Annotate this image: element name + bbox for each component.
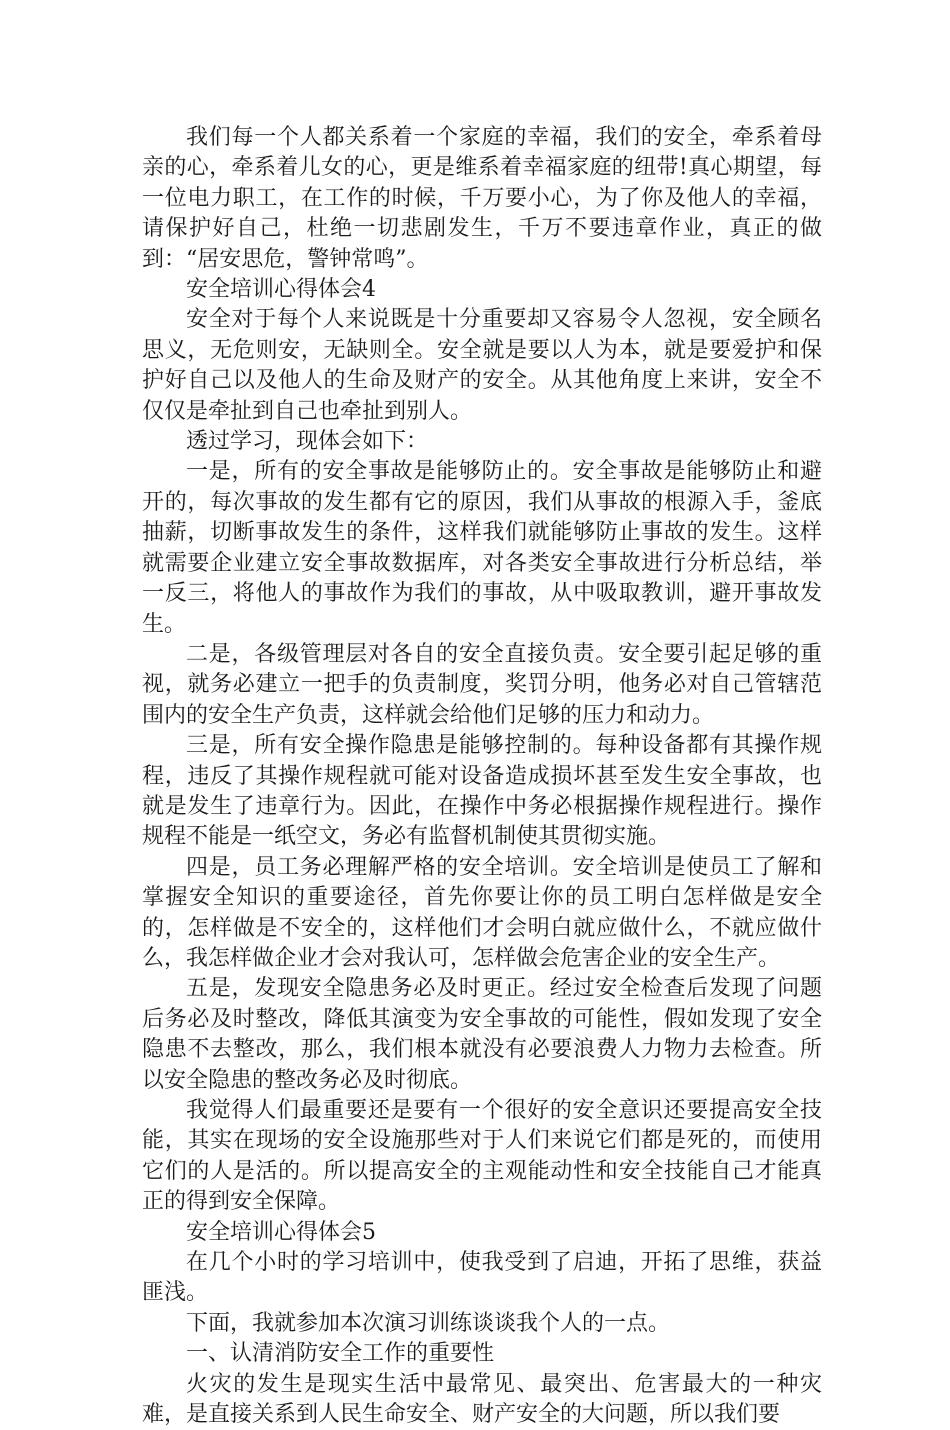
paragraph-fire-disaster: 火灾的发生是现实生活中最常见、最突出、危害最大的一种灾难，是直接关系到人民生命安全、财产安全的大问题，所以我们要 <box>142 1371 822 1428</box>
paragraph-point-three: 三是，所有安全操作隐患是能够控制的。每种设备都有其操作规程，违反了其操作规程就可能对设备造成损坏甚至发生安全事故，也就是发生了违章行为。因此，在操作中务必根据操作规程进行。操作规程不能是一纸空文，务必有监督机制使其贯彻实施。 <box>142 733 822 850</box>
paragraph-drill-intro: 下面，我就参加本次演习训练谈谈我个人的一点。 <box>186 1310 671 1336</box>
document-body <box>142 123 822 1430</box>
paragraph-point-two: 二是，各级管理层对各自的安全直接负责。安全要引起足够的重视，就务必建立一把手的负责制度，奖罚分明，他务必对自己管辖范围内的安全生产负责，这样就会给他们足够的压力和动力。 <box>142 641 822 728</box>
paragraph-point-five: 五是，发现安全隐患务必及时更正。经过安全检查后发现了问题后务必及时整改，降低其演变为安全事故的可能性，假如发现了安全隐患不去整改，那么，我们根本就没有必要浪费人力物力去检查。所以安全隐患的整改务必及时彻底。 <box>142 976 822 1093</box>
paragraph-family-safety: 我们每一个人都关系着一个家庭的幸福，我们的安全，牵系着母亲的心，牵系着儿女的心，更是维系着幸福家庭的纽带!真心期望，每一位电力职工，在工作的时候，千万要小心，为了你及他人的幸福，请保护好自己，杜绝一切悲剧发生，千万不要违章作业，真正的做到：“居安思危，警钟常鸣”。 <box>142 125 822 272</box>
paragraph-safety-awareness: 我觉得人们最重要还是要有一个很好的安全意识还要提高安全技能，其实在现场的安全设施那些对于人们来说它们都是死的，而使用它们的人是活的。所以提高安全的主观能动性和安全技能自己才能真正的得到安全保障。 <box>142 1098 822 1215</box>
subheading-fire-safety: 一、认清消防安全工作的重要性 <box>186 1341 495 1367</box>
paragraph-learning-intro: 透过学习，现体会如下： <box>186 429 429 455</box>
paragraph-point-one: 一是，所有的安全事故是能够防止的。安全事故是能够防止和避开的，每次事故的发生都有它的原因，我们从事故的根源入手，釜底抽薪，切断事故发生的条件，这样我们就能够防止事故的发生。这样就需要企业建立安全事故数据库，对各类安全事故进行分析总结，举一反三，将他人的事故作为我们的事故，从中吸取教训，避开事故发生。 <box>142 459 822 637</box>
section-heading-4: 安全培训心得体会4 <box>186 277 376 303</box>
paragraph-training-benefit: 在几个小时的学习培训中，使我受到了启迪，开拓了思维，获益匪浅。 <box>142 1250 822 1306</box>
section-heading-5: 安全培训心得体会5 <box>186 1219 376 1245</box>
paragraph-point-four: 四是，员工务必理解严格的安全培训。安全培训是使员工了解和掌握安全知识的重要途径，首先你要让你的员工明白怎样做是安全的，怎样做是不安全的，这样他们才会明白就应做什么，不就应做什么，我怎样做企业才会对我认可，怎样做会危害企业的安全生产。 <box>142 854 822 971</box>
paragraph-safety-meaning: 安全对于每个人来说既是十分重要却又容易令人忽视，安全顾名思义，无危则安，无缺则全。安全就是要以人为本，就是要爱护和保护好自己以及他人的生命及财产的安全。从其他角度上来讲，安全不仅仅是牵扯到自己也牵扯到别人。 <box>142 307 822 424</box>
